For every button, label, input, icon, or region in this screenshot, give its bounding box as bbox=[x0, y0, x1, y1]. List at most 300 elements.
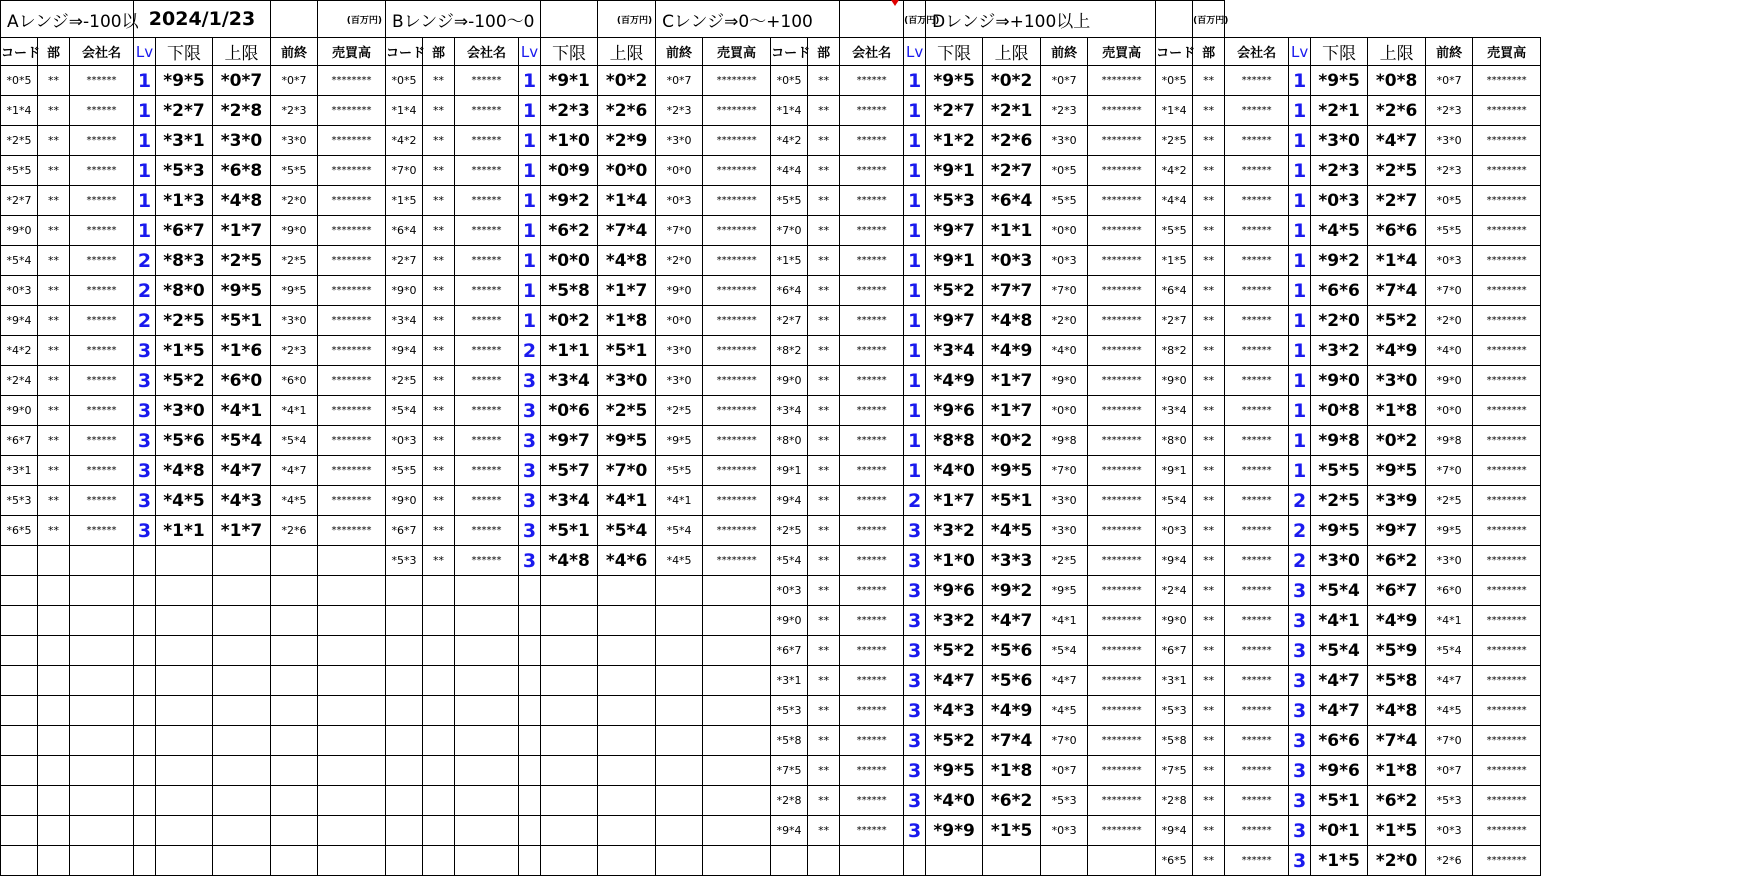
company-name-cell[interactable]: ****** bbox=[1225, 156, 1289, 186]
company-name-cell[interactable]: ****** bbox=[1225, 516, 1289, 546]
code-cell[interactable]: *3*1 bbox=[771, 666, 808, 696]
level-header[interactable]: Lv bbox=[904, 38, 926, 66]
dept-cell[interactable]: ** bbox=[808, 126, 840, 156]
company-name-header[interactable]: 会社名 bbox=[840, 38, 904, 66]
empty-cell[interactable] bbox=[598, 576, 656, 606]
lower-limit-cell[interactable]: *4*8 bbox=[541, 546, 598, 576]
volume-cell[interactable]: ******** bbox=[1473, 576, 1541, 606]
level-cell[interactable]: 3 bbox=[904, 726, 926, 756]
level-cell[interactable]: 3 bbox=[519, 396, 541, 426]
lower-limit-cell[interactable]: *4*7 bbox=[1311, 696, 1368, 726]
volume-cell[interactable]: ******** bbox=[703, 156, 771, 186]
level-cell[interactable]: 3 bbox=[134, 396, 156, 426]
dept-cell[interactable]: ** bbox=[423, 396, 455, 426]
company-name-cell[interactable]: ****** bbox=[1225, 426, 1289, 456]
empty-cell[interactable] bbox=[318, 546, 386, 576]
empty-cell[interactable] bbox=[134, 696, 156, 726]
code-header[interactable]: コード bbox=[386, 38, 423, 66]
empty-cell[interactable] bbox=[423, 726, 455, 756]
company-name-cell[interactable]: ****** bbox=[70, 486, 134, 516]
lower-limit-cell[interactable]: *5*2 bbox=[156, 366, 213, 396]
empty-cell[interactable] bbox=[656, 606, 703, 636]
volume-cell[interactable]: ******** bbox=[1473, 366, 1541, 396]
volume-cell[interactable]: ******** bbox=[1088, 786, 1156, 816]
upper-limit-cell[interactable]: *2*6 bbox=[1368, 96, 1426, 126]
lower-limit-cell[interactable]: *5*4 bbox=[1311, 636, 1368, 666]
company-name-header[interactable]: 会社名 bbox=[1225, 38, 1289, 66]
unit-label[interactable]: (百万円) bbox=[1193, 1, 1225, 38]
upper-limit-cell[interactable]: *1*8 bbox=[1368, 756, 1426, 786]
prev-close-cell[interactable]: *7*0 bbox=[1041, 276, 1088, 306]
prev-close-cell[interactable]: *2*5 bbox=[271, 246, 318, 276]
empty-cell[interactable] bbox=[213, 696, 271, 726]
volume-cell[interactable]: ******** bbox=[1473, 276, 1541, 306]
lower-limit-header[interactable]: 下限 bbox=[926, 38, 983, 66]
upper-limit-cell[interactable]: *6*8 bbox=[213, 156, 271, 186]
level-cell[interactable]: 3 bbox=[904, 606, 926, 636]
level-cell[interactable]: 3 bbox=[519, 546, 541, 576]
upper-limit-cell[interactable]: *4*8 bbox=[598, 246, 656, 276]
empty-cell[interactable] bbox=[703, 756, 771, 786]
empty-cell[interactable] bbox=[318, 816, 386, 846]
code-cell[interactable]: *9*4 bbox=[771, 816, 808, 846]
empty-cell[interactable] bbox=[1088, 846, 1156, 876]
prev-close-cell[interactable]: *2*3 bbox=[271, 336, 318, 366]
lower-limit-header[interactable]: 下限 bbox=[156, 38, 213, 66]
upper-limit-cell[interactable]: *4*7 bbox=[1368, 126, 1426, 156]
upper-limit-cell[interactable]: *4*8 bbox=[1368, 696, 1426, 726]
lower-limit-cell[interactable]: *9*7 bbox=[541, 426, 598, 456]
level-cell[interactable]: 1 bbox=[1289, 216, 1311, 246]
level-cell[interactable]: 1 bbox=[519, 126, 541, 156]
upper-limit-cell[interactable]: *1*5 bbox=[983, 816, 1041, 846]
code-cell[interactable]: *4*4 bbox=[1156, 186, 1193, 216]
dept-cell[interactable]: ** bbox=[423, 246, 455, 276]
prev-close-cell[interactable]: *5*4 bbox=[1041, 636, 1088, 666]
code-cell[interactable]: *9*0 bbox=[771, 366, 808, 396]
volume-cell[interactable]: ******** bbox=[318, 216, 386, 246]
dept-cell[interactable]: ** bbox=[38, 96, 70, 126]
dept-cell[interactable]: ** bbox=[1193, 246, 1225, 276]
dept-cell[interactable]: ** bbox=[38, 216, 70, 246]
dept-cell[interactable]: ** bbox=[808, 426, 840, 456]
level-cell[interactable]: 2 bbox=[1289, 516, 1311, 546]
upper-limit-cell[interactable]: *3*0 bbox=[598, 366, 656, 396]
empty-cell[interactable] bbox=[271, 666, 318, 696]
lower-limit-cell[interactable]: *3*0 bbox=[1311, 546, 1368, 576]
upper-limit-cell[interactable]: *2*1 bbox=[983, 96, 1041, 126]
code-cell[interactable]: *9*4 bbox=[386, 336, 423, 366]
code-cell[interactable]: *5*4 bbox=[771, 546, 808, 576]
prev-close-cell[interactable]: *0*3 bbox=[1426, 816, 1473, 846]
empty-cell[interactable] bbox=[541, 846, 598, 876]
lower-limit-cell[interactable]: *1*5 bbox=[156, 336, 213, 366]
empty-cell[interactable] bbox=[70, 696, 134, 726]
upper-limit-cell[interactable]: *5*4 bbox=[598, 516, 656, 546]
company-name-cell[interactable]: ****** bbox=[840, 186, 904, 216]
empty-cell[interactable] bbox=[386, 756, 423, 786]
empty-cell[interactable] bbox=[318, 846, 386, 876]
level-cell[interactable]: 1 bbox=[1289, 126, 1311, 156]
lower-limit-cell[interactable]: *9*9 bbox=[926, 816, 983, 846]
empty-cell[interactable] bbox=[598, 696, 656, 726]
prev-close-cell[interactable]: *2*3 bbox=[271, 96, 318, 126]
lower-limit-cell[interactable]: *1*0 bbox=[926, 546, 983, 576]
empty-cell[interactable] bbox=[213, 666, 271, 696]
volume-cell[interactable]: ******** bbox=[703, 486, 771, 516]
dept-cell[interactable]: ** bbox=[423, 216, 455, 246]
upper-limit-cell[interactable]: *4*6 bbox=[598, 546, 656, 576]
code-cell[interactable]: *9*1 bbox=[1156, 456, 1193, 486]
code-cell[interactable]: *5*3 bbox=[1156, 696, 1193, 726]
company-name-cell[interactable]: ****** bbox=[455, 186, 519, 216]
empty-cell[interactable] bbox=[213, 576, 271, 606]
upper-limit-cell[interactable]: *9*5 bbox=[598, 426, 656, 456]
empty-cell[interactable] bbox=[519, 846, 541, 876]
lower-limit-cell[interactable]: *3*4 bbox=[926, 336, 983, 366]
volume-cell[interactable]: ******** bbox=[1088, 66, 1156, 96]
level-cell[interactable]: 1 bbox=[519, 66, 541, 96]
dept-header[interactable]: 部 bbox=[808, 38, 840, 66]
volume-cell[interactable]: ******** bbox=[1473, 786, 1541, 816]
prev-close-cell[interactable]: *0*7 bbox=[1426, 66, 1473, 96]
level-cell[interactable]: 1 bbox=[1289, 426, 1311, 456]
lower-limit-cell[interactable]: *5*7 bbox=[541, 456, 598, 486]
level-cell[interactable]: 1 bbox=[904, 306, 926, 336]
volume-cell[interactable]: ******** bbox=[1473, 606, 1541, 636]
dept-header[interactable]: 部 bbox=[423, 38, 455, 66]
upper-limit-cell[interactable]: *5*1 bbox=[983, 486, 1041, 516]
upper-limit-cell[interactable]: *6*4 bbox=[983, 186, 1041, 216]
empty-cell[interactable] bbox=[213, 846, 271, 876]
dept-cell[interactable]: ** bbox=[38, 456, 70, 486]
company-name-cell[interactable]: ****** bbox=[70, 96, 134, 126]
company-name-cell[interactable]: ****** bbox=[1225, 126, 1289, 156]
volume-cell[interactable]: ******** bbox=[703, 336, 771, 366]
empty-cell[interactable] bbox=[318, 756, 386, 786]
dept-cell[interactable]: ** bbox=[808, 216, 840, 246]
upper-limit-cell[interactable]: *3*3 bbox=[983, 546, 1041, 576]
empty-cell[interactable] bbox=[271, 576, 318, 606]
dept-cell[interactable]: ** bbox=[38, 276, 70, 306]
empty-cell[interactable] bbox=[423, 816, 455, 846]
company-name-cell[interactable]: ****** bbox=[1225, 726, 1289, 756]
dept-cell[interactable]: ** bbox=[808, 486, 840, 516]
company-name-cell[interactable]: ****** bbox=[1225, 756, 1289, 786]
empty-cell[interactable] bbox=[156, 756, 213, 786]
code-cell[interactable]: *2*8 bbox=[771, 786, 808, 816]
prev-close-cell[interactable]: *9*8 bbox=[1426, 426, 1473, 456]
empty-cell[interactable] bbox=[271, 756, 318, 786]
upper-limit-cell[interactable]: *4*9 bbox=[1368, 606, 1426, 636]
company-name-cell[interactable]: ****** bbox=[1225, 366, 1289, 396]
company-name-cell[interactable]: ****** bbox=[70, 456, 134, 486]
empty-cell[interactable] bbox=[156, 846, 213, 876]
prev-close-cell[interactable]: *4*5 bbox=[1426, 696, 1473, 726]
prev-close-cell[interactable]: *9*0 bbox=[271, 216, 318, 246]
code-cell[interactable]: *1*4 bbox=[1156, 96, 1193, 126]
dept-header[interactable]: 部 bbox=[1193, 38, 1225, 66]
empty-cell[interactable] bbox=[213, 786, 271, 816]
volume-cell[interactable]: ******** bbox=[703, 426, 771, 456]
level-cell[interactable]: 2 bbox=[904, 486, 926, 516]
empty-cell[interactable] bbox=[70, 576, 134, 606]
empty-cell[interactable] bbox=[1, 666, 38, 696]
level-cell[interactable]: 1 bbox=[904, 426, 926, 456]
code-cell[interactable]: *5*5 bbox=[771, 186, 808, 216]
company-name-cell[interactable]: ****** bbox=[1225, 66, 1289, 96]
volume-cell[interactable]: ******** bbox=[1088, 336, 1156, 366]
code-cell[interactable]: *4*2 bbox=[1, 336, 38, 366]
prev-close-cell[interactable]: *2*3 bbox=[1426, 156, 1473, 186]
level-cell[interactable]: 1 bbox=[904, 366, 926, 396]
lower-limit-cell[interactable]: *4*3 bbox=[926, 696, 983, 726]
lower-limit-cell[interactable]: *9*2 bbox=[1311, 246, 1368, 276]
volume-cell[interactable]: ******** bbox=[1473, 246, 1541, 276]
upper-limit-cell[interactable]: *6*7 bbox=[1368, 576, 1426, 606]
empty-cell[interactable] bbox=[423, 636, 455, 666]
upper-limit-cell[interactable]: *7*4 bbox=[1368, 726, 1426, 756]
level-cell[interactable]: 1 bbox=[519, 306, 541, 336]
upper-limit-cell[interactable]: *2*8 bbox=[213, 96, 271, 126]
empty-cell[interactable] bbox=[386, 726, 423, 756]
upper-limit-cell[interactable]: *1*7 bbox=[983, 396, 1041, 426]
empty-cell[interactable] bbox=[213, 546, 271, 576]
dept-cell[interactable]: ** bbox=[1193, 546, 1225, 576]
prev-close-cell[interactable]: *4*1 bbox=[271, 396, 318, 426]
empty-cell[interactable] bbox=[70, 756, 134, 786]
level-cell[interactable]: 3 bbox=[134, 336, 156, 366]
company-name-cell[interactable]: ****** bbox=[70, 426, 134, 456]
dept-cell[interactable]: ** bbox=[808, 756, 840, 786]
volume-header[interactable]: 売買高 bbox=[1473, 38, 1541, 66]
company-name-cell[interactable]: ****** bbox=[840, 756, 904, 786]
company-name-cell[interactable]: ****** bbox=[455, 426, 519, 456]
code-cell[interactable]: *2*5 bbox=[386, 366, 423, 396]
upper-limit-cell[interactable]: *4*8 bbox=[213, 186, 271, 216]
upper-limit-cell[interactable]: *5*9 bbox=[1368, 636, 1426, 666]
code-cell[interactable]: *6*5 bbox=[1, 516, 38, 546]
empty-cell[interactable] bbox=[519, 786, 541, 816]
volume-cell[interactable]: ******** bbox=[318, 456, 386, 486]
company-name-cell[interactable]: ****** bbox=[840, 576, 904, 606]
prev-close-cell[interactable]: *4*7 bbox=[1041, 666, 1088, 696]
dept-cell[interactable]: ** bbox=[423, 306, 455, 336]
lower-limit-cell[interactable]: *2*1 bbox=[1311, 96, 1368, 126]
empty-cell[interactable] bbox=[213, 756, 271, 786]
lower-limit-cell[interactable]: *9*5 bbox=[926, 66, 983, 96]
level-cell[interactable]: 1 bbox=[1289, 96, 1311, 126]
empty-cell[interactable] bbox=[38, 636, 70, 666]
level-cell[interactable]: 1 bbox=[1289, 396, 1311, 426]
code-cell[interactable]: *9*0 bbox=[1, 216, 38, 246]
level-cell[interactable]: 3 bbox=[904, 576, 926, 606]
prev-close-cell[interactable]: *0*7 bbox=[1426, 756, 1473, 786]
prev-close-cell[interactable]: *5*5 bbox=[1426, 216, 1473, 246]
company-name-cell[interactable]: ****** bbox=[1225, 306, 1289, 336]
upper-limit-cell[interactable]: *2*5 bbox=[1368, 156, 1426, 186]
lower-limit-cell[interactable]: *5*2 bbox=[926, 636, 983, 666]
empty-cell[interactable] bbox=[38, 816, 70, 846]
lower-limit-cell[interactable]: *8*0 bbox=[156, 276, 213, 306]
dept-cell[interactable]: ** bbox=[808, 156, 840, 186]
empty-cell[interactable] bbox=[1, 606, 38, 636]
dept-cell[interactable]: ** bbox=[1193, 576, 1225, 606]
dept-cell[interactable]: ** bbox=[1193, 366, 1225, 396]
volume-cell[interactable]: ******** bbox=[1473, 456, 1541, 486]
upper-limit-cell[interactable]: *4*3 bbox=[213, 486, 271, 516]
dept-cell[interactable]: ** bbox=[808, 516, 840, 546]
prev-close-cell[interactable]: *9*5 bbox=[656, 426, 703, 456]
prev-close-cell[interactable]: *2*5 bbox=[1426, 486, 1473, 516]
level-cell[interactable]: 1 bbox=[1289, 336, 1311, 366]
empty-cell[interactable] bbox=[134, 546, 156, 576]
company-name-cell[interactable]: ****** bbox=[455, 486, 519, 516]
dept-cell[interactable]: ** bbox=[808, 636, 840, 666]
empty-cell[interactable] bbox=[156, 666, 213, 696]
empty-cell[interactable] bbox=[541, 816, 598, 846]
dept-cell[interactable]: ** bbox=[38, 186, 70, 216]
lower-limit-cell[interactable]: *9*5 bbox=[926, 756, 983, 786]
dept-cell[interactable]: ** bbox=[38, 246, 70, 276]
empty-cell[interactable] bbox=[541, 786, 598, 816]
empty-cell[interactable] bbox=[983, 846, 1041, 876]
lower-limit-cell[interactable]: *5*8 bbox=[541, 276, 598, 306]
dept-cell[interactable]: ** bbox=[808, 396, 840, 426]
volume-header[interactable]: 売買高 bbox=[1088, 38, 1156, 66]
prev-close-cell[interactable]: *0*5 bbox=[1426, 186, 1473, 216]
prev-close-cell[interactable]: *2*6 bbox=[271, 516, 318, 546]
prev-close-cell[interactable]: *3*0 bbox=[1041, 516, 1088, 546]
upper-limit-cell[interactable]: *5*6 bbox=[983, 666, 1041, 696]
company-name-cell[interactable]: ****** bbox=[840, 276, 904, 306]
dept-cell[interactable]: ** bbox=[1193, 216, 1225, 246]
prev-close-cell[interactable]: *9*5 bbox=[271, 276, 318, 306]
empty-cell[interactable] bbox=[598, 816, 656, 846]
lower-limit-cell[interactable]: *9*7 bbox=[926, 306, 983, 336]
volume-cell[interactable]: ******** bbox=[703, 306, 771, 336]
level-cell[interactable]: 1 bbox=[904, 186, 926, 216]
volume-cell[interactable]: ******** bbox=[318, 306, 386, 336]
company-name-cell[interactable]: ****** bbox=[455, 516, 519, 546]
dept-cell[interactable]: ** bbox=[808, 186, 840, 216]
level-cell[interactable]: 1 bbox=[1289, 66, 1311, 96]
lower-limit-cell[interactable]: *1*3 bbox=[156, 186, 213, 216]
code-cell[interactable]: *2*8 bbox=[1156, 786, 1193, 816]
dept-cell[interactable]: ** bbox=[1193, 66, 1225, 96]
empty-cell[interactable] bbox=[519, 726, 541, 756]
company-name-cell[interactable]: ****** bbox=[1225, 96, 1289, 126]
prev-close-cell[interactable]: *0*3 bbox=[1041, 816, 1088, 846]
code-cell[interactable]: *3*4 bbox=[386, 306, 423, 336]
code-cell[interactable]: *6*7 bbox=[1156, 636, 1193, 666]
lower-limit-cell[interactable]: *9*7 bbox=[926, 216, 983, 246]
level-cell[interactable]: 3 bbox=[519, 366, 541, 396]
prev-close-cell[interactable]: *4*0 bbox=[1041, 336, 1088, 366]
volume-cell[interactable]: ******** bbox=[1088, 126, 1156, 156]
dept-cell[interactable]: ** bbox=[1193, 396, 1225, 426]
company-name-cell[interactable]: ****** bbox=[455, 216, 519, 246]
empty-cell[interactable] bbox=[386, 576, 423, 606]
dept-cell[interactable]: ** bbox=[38, 486, 70, 516]
lower-limit-cell[interactable]: *5*2 bbox=[926, 276, 983, 306]
volume-cell[interactable]: ******** bbox=[1473, 306, 1541, 336]
empty-cell[interactable] bbox=[386, 666, 423, 696]
dept-cell[interactable]: ** bbox=[423, 546, 455, 576]
prev-close-header[interactable]: 前終 bbox=[271, 38, 318, 66]
empty-cell[interactable] bbox=[519, 576, 541, 606]
company-name-cell[interactable]: ****** bbox=[840, 216, 904, 246]
lower-limit-cell[interactable]: *5*3 bbox=[156, 156, 213, 186]
empty-cell[interactable] bbox=[38, 576, 70, 606]
prev-close-cell[interactable]: *4*5 bbox=[1041, 696, 1088, 726]
prev-close-cell[interactable]: *2*3 bbox=[1041, 96, 1088, 126]
prev-close-cell[interactable]: *5*4 bbox=[271, 426, 318, 456]
level-cell[interactable]: 1 bbox=[904, 456, 926, 486]
lower-limit-cell[interactable]: *3*1 bbox=[156, 126, 213, 156]
dept-cell[interactable]: ** bbox=[1193, 816, 1225, 846]
upper-limit-cell[interactable]: *4*8 bbox=[983, 306, 1041, 336]
level-cell[interactable]: 3 bbox=[134, 456, 156, 486]
empty-cell[interactable] bbox=[455, 666, 519, 696]
volume-cell[interactable]: ******** bbox=[703, 276, 771, 306]
dept-cell[interactable]: ** bbox=[423, 276, 455, 306]
code-cell[interactable]: *3*4 bbox=[771, 396, 808, 426]
level-cell[interactable]: 2 bbox=[519, 336, 541, 366]
dept-cell[interactable]: ** bbox=[423, 456, 455, 486]
volume-cell[interactable]: ******** bbox=[1473, 516, 1541, 546]
empty-cell[interactable] bbox=[386, 696, 423, 726]
level-cell[interactable]: 3 bbox=[134, 426, 156, 456]
company-name-cell[interactable]: ****** bbox=[70, 366, 134, 396]
level-cell[interactable]: 2 bbox=[1289, 486, 1311, 516]
level-cell[interactable]: 1 bbox=[134, 156, 156, 186]
empty-cell[interactable] bbox=[771, 846, 808, 876]
code-cell[interactable]: *6*7 bbox=[771, 636, 808, 666]
dept-cell[interactable]: ** bbox=[1193, 846, 1225, 876]
lower-limit-cell[interactable]: *1*0 bbox=[541, 126, 598, 156]
level-cell[interactable]: 1 bbox=[1289, 306, 1311, 336]
range-title[interactable]: Dレンジ⇒+100以上 bbox=[926, 1, 1156, 38]
level-cell[interactable]: 1 bbox=[904, 396, 926, 426]
code-cell[interactable]: *5*5 bbox=[1, 156, 38, 186]
empty-cell[interactable] bbox=[455, 636, 519, 666]
dept-cell[interactable]: ** bbox=[423, 366, 455, 396]
level-header[interactable]: Lv bbox=[519, 38, 541, 66]
empty-cell[interactable] bbox=[1, 546, 38, 576]
empty-cell[interactable] bbox=[318, 696, 386, 726]
volume-cell[interactable]: ******** bbox=[318, 426, 386, 456]
empty-cell[interactable] bbox=[70, 546, 134, 576]
upper-limit-cell[interactable]: *9*5 bbox=[213, 276, 271, 306]
dept-cell[interactable]: ** bbox=[423, 336, 455, 366]
empty-cell[interactable] bbox=[455, 696, 519, 726]
dept-cell[interactable]: ** bbox=[1193, 786, 1225, 816]
company-name-cell[interactable]: ****** bbox=[840, 96, 904, 126]
lower-limit-cell[interactable]: *6*2 bbox=[541, 216, 598, 246]
company-name-cell[interactable]: ****** bbox=[455, 96, 519, 126]
dept-cell[interactable]: ** bbox=[808, 306, 840, 336]
code-header[interactable]: コード bbox=[1156, 38, 1193, 66]
empty-cell[interactable] bbox=[656, 696, 703, 726]
volume-cell[interactable]: ******** bbox=[1473, 696, 1541, 726]
company-name-cell[interactable]: ****** bbox=[455, 276, 519, 306]
empty-cell[interactable] bbox=[134, 786, 156, 816]
prev-close-cell[interactable]: *4*1 bbox=[1426, 606, 1473, 636]
empty-cell[interactable] bbox=[656, 636, 703, 666]
company-name-cell[interactable]: ****** bbox=[455, 336, 519, 366]
upper-limit-cell[interactable]: *2*6 bbox=[983, 126, 1041, 156]
